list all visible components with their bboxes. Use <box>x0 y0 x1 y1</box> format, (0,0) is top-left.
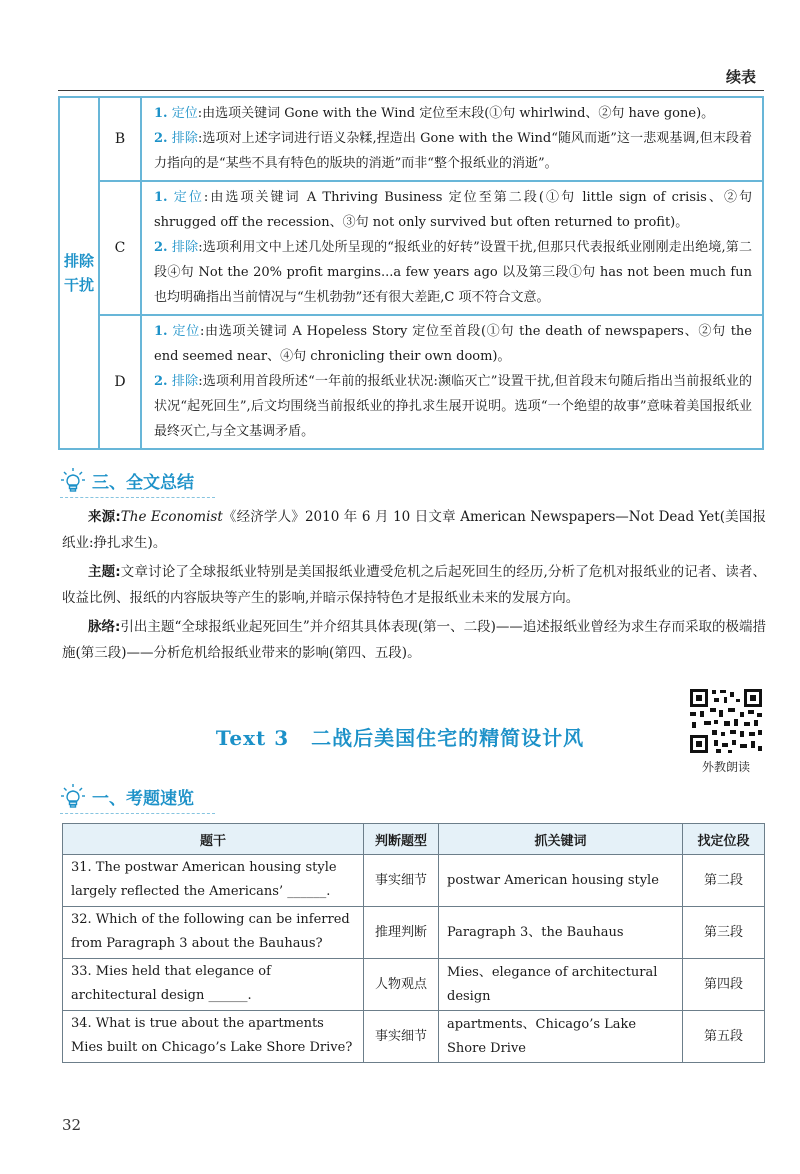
option-label: C <box>99 181 141 315</box>
category-cell: 排除干扰 <box>59 97 99 449</box>
question-type: 人物观点 <box>364 959 439 1011</box>
page-number: 32 <box>62 1116 82 1134</box>
analysis-item: 2. 排除:选项对上述字词进行语义杂糅,捏造出 Gone with the Wind“随风而逝”这一悲观基调,但末段着力指向的是“某些不具有特色的版块的消逝”而非“整个报纸业的消逝”。 <box>154 131 752 171</box>
summary-source: 来源:The Economist《经济学人》2010 年 6 月 10 日文章 American Newspapers—Not Dead Yet(美国报纸业:挣扎求生)。 <box>62 509 766 551</box>
option-label: B <box>99 97 141 181</box>
table-header-row <box>63 824 765 855</box>
analysis-item: 2. 排除:选项利用文中上述几处所呈现的“报纸业的好转”设置干扰,但那只代表报纸业刚刚走出绝境,第二段④句 Not the 20% profit margins...a few years ago 以及第三段①句 has not been much fun 也均明确指出当前情况与“生机勃勃”还有很大差距,C 项不符合文意。 <box>154 240 752 305</box>
summary-theme: 主题:文章讨论了全球报纸业特别是美国报纸业遭受危机之后起死回生的经历,分析了危机对报纸业的记者、读者、收益比例、报纸的内容版块等产生的影响,并暗示保持特色才是报纸业未来的发展方向。 <box>62 564 766 606</box>
continuation-label: 续表 <box>725 68 756 86</box>
question-type: 事实细节 <box>364 855 439 907</box>
summary-outline: 脉络:引出主题“全球报纸业起死回生”并介绍其具体表现(第一、二段)——追述报纸业曾经为求生存而采取的极端措施(第三段)——分析危机给报纸业带来的影响(第四、五段)。 <box>62 619 766 661</box>
question-type: 推理判断 <box>364 907 439 959</box>
question-stem: 34. What is true about the apartments Mies built on Chicago’s Lake Shore Drive? <box>63 1011 364 1063</box>
question-keywords: Mies、elegance of architectural design <box>439 959 683 1011</box>
section-title: 三、全文总结 <box>92 472 194 493</box>
question-stem: 32. Which of the following can be inferred from Paragraph 3 about the Bauhaus? <box>63 907 364 959</box>
text3-title: 二战后美国住宅的精简设计风 <box>311 726 585 750</box>
table-row <box>63 959 765 1011</box>
lightbulb-icon <box>60 467 86 493</box>
analysis-row-d <box>59 315 763 449</box>
text3-heading <box>0 722 800 751</box>
question-stem: 33. Mies held that elegance of architectural design ______. <box>63 959 364 1011</box>
option-label: D <box>99 315 141 449</box>
column-header: 找定位段 <box>683 824 765 855</box>
analysis-item: 1. 定位:由选项关键词 A Hopeless Story 定位至首段(①句 the death of newspapers、②句 the end seemed near、④句 chronicling their own doom)。 <box>154 324 752 364</box>
table-row <box>63 907 765 959</box>
question-keywords: postwar American housing style <box>439 855 683 907</box>
table-row <box>63 1011 765 1063</box>
text3-label: Text 3 <box>215 726 290 750</box>
question-location: 第二段 <box>683 855 765 907</box>
distractor-analysis-table <box>58 96 764 450</box>
overview-section-header <box>60 782 194 810</box>
qr-caption: 外教朗读 <box>701 760 750 774</box>
analysis-item: 1. 定位:由选项关键词 Gone with the Wind 定位至末段(①句 whirlwind、②句 have gone)。 <box>154 106 715 121</box>
column-header: 抓关键词 <box>439 824 683 855</box>
analysis-row-c <box>59 181 763 315</box>
analysis-body <box>141 315 763 449</box>
lightbulb-icon <box>60 783 86 809</box>
question-location: 第四段 <box>683 959 765 1011</box>
column-header: 判断题型 <box>364 824 439 855</box>
question-overview-table <box>62 823 765 1063</box>
question-stem: 31. The postwar American housing style largely reflected the Americans’ ______. <box>63 855 364 907</box>
section-underline <box>60 813 215 814</box>
column-header: 题干 <box>63 824 364 855</box>
summary-section-header <box>60 466 194 494</box>
qr-code-icon[interactable] <box>686 686 766 756</box>
section-underline <box>60 497 215 498</box>
question-location: 第五段 <box>683 1011 765 1063</box>
question-keywords: apartments、Chicago’s Lake Shore Drive <box>439 1011 683 1063</box>
analysis-body <box>141 97 763 181</box>
top-rule <box>58 90 764 91</box>
question-location: 第三段 <box>683 907 765 959</box>
question-type: 事实细节 <box>364 1011 439 1063</box>
section-title: 一、考题速览 <box>92 788 194 809</box>
analysis-item: 2. 排除:选项利用首段所述“一年前的报纸业状况:濒临灭亡”设置干扰,但首段末句随后指出当前报纸业的状况“起死回生”,后文均围绕当前报纸业的挣扎求生展开说明。选项“一个绝望的故事”意味着美国报纸业最终灭亡,与全文基调矛盾。 <box>154 374 752 439</box>
analysis-body <box>141 181 763 315</box>
summary-body <box>62 504 766 669</box>
analysis-row-b <box>59 97 763 181</box>
question-keywords: Paragraph 3、the Bauhaus <box>439 907 683 959</box>
analysis-item: 1. 定位:由选项关键词 A Thriving Business 定位至第二段(①句 little sign of crisis、②句 shrugged off the recession、③句 not only survived but often returned to profit)。 <box>154 190 753 230</box>
table-row <box>63 855 765 907</box>
